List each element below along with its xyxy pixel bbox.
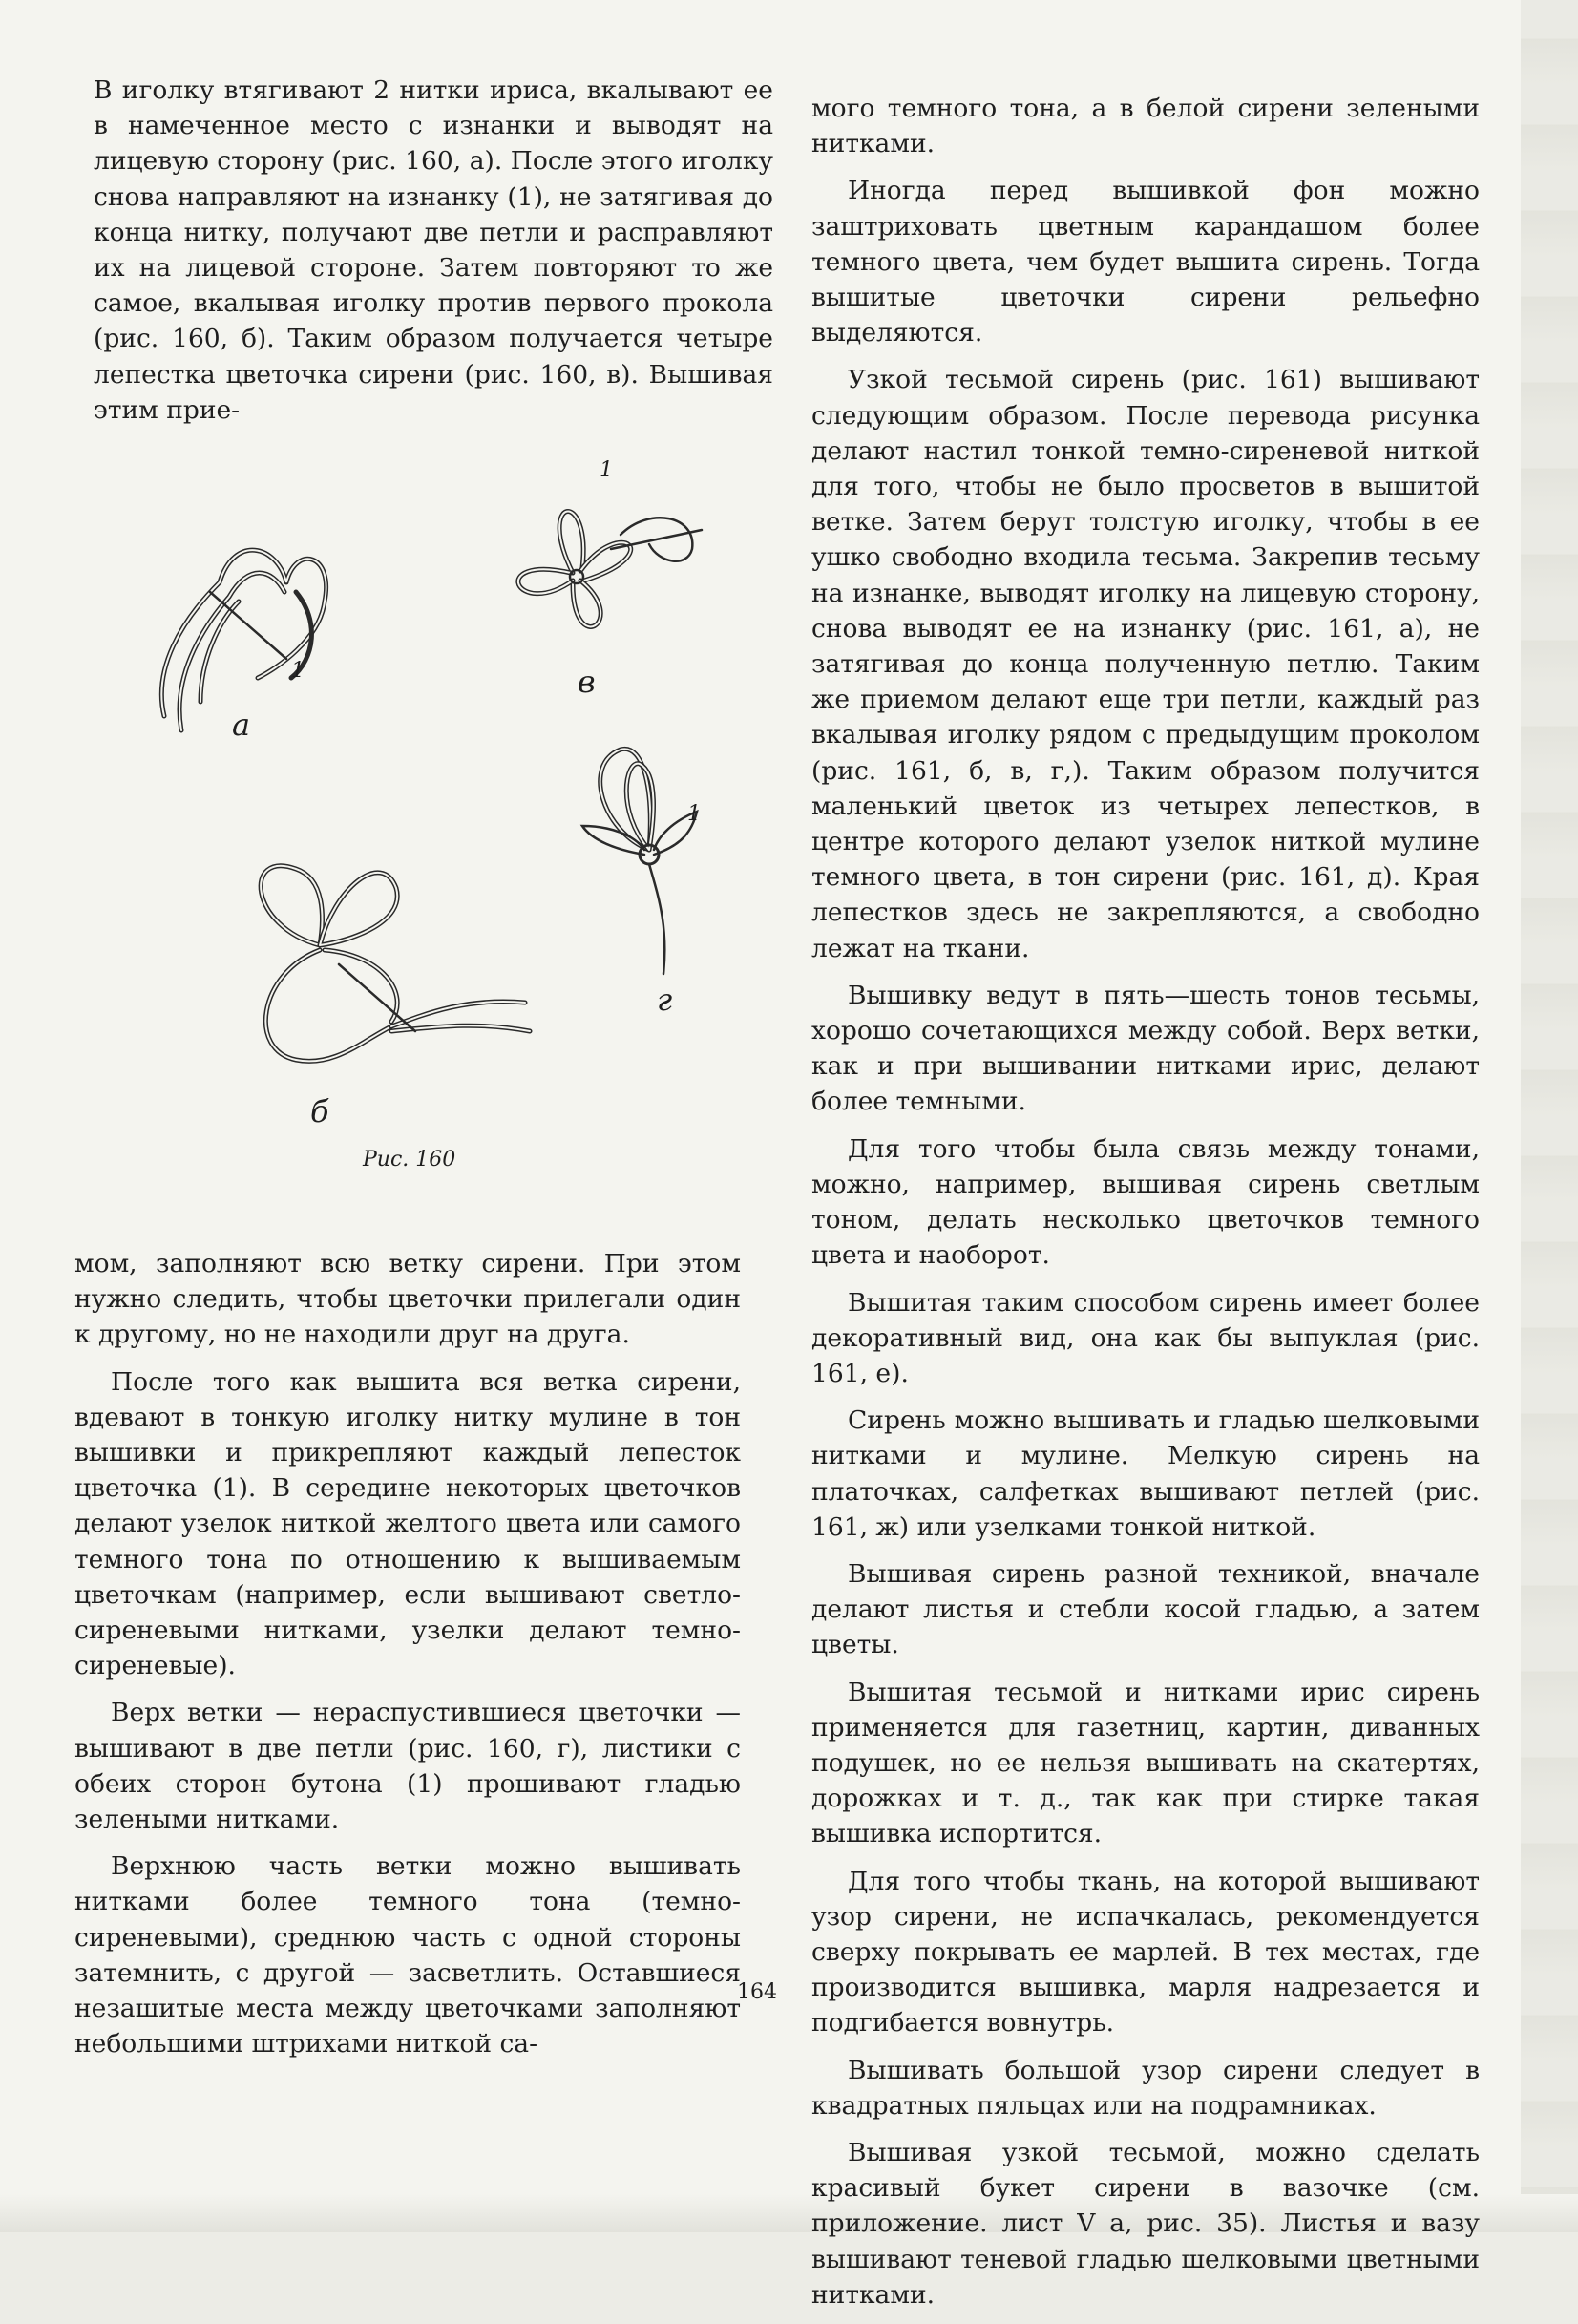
paragraph: Вышитая таким способом сирень имеет более декоративный вид, она как бы выпуклая (рис. 161, е). — [811, 1287, 1480, 1388]
left-column-top — [94, 73, 773, 439]
paragraph: После того как вышита вся ветка сирени, вдевают в тонкую иголку нитку мулине в тон вышивки и прикрепляют каждый лепесток цветочка (1). В середине некоторых цветочков делают узелок ниткой желтого цвета или самого темного тона по отношению к вышиваемым цветочкам (например, если вышивают светло-сиреневыми нитками, узелки делают темно-сиреневые). — [74, 1366, 741, 1681]
paragraph: Сирень можно вышивать и гладью шелковыми нитками и мулине. Мелкую сирень на платочках, салфетках вышивают петлей (рис. 161, ж) или узелками тонкой ниткой. — [811, 1405, 1480, 1542]
paragraph: Узкой тесьмой сирень (рис. 161) вышивают следующим образом. После перевода рисунка делают настил тонкой темно-сиреневой ниткой для того, чтобы не было просветов в вышитой ветке. Затем берут толстую иголку, чтобы в ее ушко свободно входила тесьма. Закрепив тесьму на изнанке, выводят иголку на лицевую сторону, снова выводят ее на изнанку (рис. 161, а), не затягивая до конца полученную петлю. Таким же приемом делают еще три петли, каждый раз вкалывая иголку рядом с предыдущим проколом (рис. 161, б, в, г,). Таким образом получится маленький цветок из четырех лепестков, в центре которого делают узелок ниткой мулине темного цвета, в тон сирени (рис. 161, д). Края лепестков здесь не закрепляются, а свободно лежат на ткани. — [811, 365, 1480, 963]
paragraph: Для того чтобы ткань, на которой вышивают узор сирени, не испачкалась, рекомендуется сверху покрывать ее марлей. В тех местах, где производится вышивка, марля надрезается и подгибается вовнутрь. — [811, 1866, 1480, 2039]
paragraph: мого темного тона, а в белой сирени зелеными нитками. — [811, 94, 1480, 159]
figure-label-v: в — [578, 664, 596, 700]
page-number: 164 — [737, 1980, 777, 2004]
figure-160-v — [477, 477, 706, 668]
paragraph: Вышитая тесьмой и нитками ирис сирень применяется для газетниц, картин, диванных подушек, но ее нельзя вышивать на скатертях, дорожках и т. д., так как при стирке такая вышивка испортится. — [811, 1677, 1480, 1849]
scan-edge — [1521, 0, 1578, 2232]
paragraph: Вышивая узкой тесьмой, можно сделать красивый букет сирени в вазочке (см. приложение. лист V а, рис. 35). Листья и вазу вышивают теневой гладью шелковыми цветными нитками. — [811, 2137, 1480, 2310]
figure-160-g — [563, 735, 716, 983]
paragraph: Для того чтобы была связь между тонами, можно, например, вышивая сирень светлым тоном, делать несколько цветочков темного цвета и наоборот. — [811, 1133, 1480, 1271]
paragraph: Вышивку ведут в пять—шесть тонов тесьмы, хорошо сочетающихся между собой. Верх ветки, как и при вышивании нитками ирис, делают более темными. — [811, 980, 1480, 1117]
figure-160-b — [239, 831, 535, 1098]
paragraph: В иголку втягивают 2 нитки ириса, вкалывают ее в намеченное место с изнанки и выводят на лицевую сторону (рис. 160, а). После этого иголку снова направляют на изнанку (1), не затягивая до конца нитку, получают две петли и расправляют их на лицевой стороне. Затем повторяют то же самое, вкалывая иголку против первого прокола (рис. 160, б). Таким образом получается четыре лепестка цветочка сирени (рис. 160, в). Вышивая этим прие- — [94, 75, 773, 425]
paragraph: Вышивая сирень разной техникой, вначале делают листья и стебли косой гладью, а затем цветы. — [811, 1558, 1480, 1660]
figure-step-number: 1 — [600, 458, 613, 482]
figure-label-b: б — [310, 1093, 329, 1130]
right-column — [811, 91, 1480, 2324]
figure-caption: Рис. 160 — [363, 1148, 456, 1172]
paragraph: Верхнюю часть ветки можно вышивать нитками более темного тона (темно-сиреневыми), среднюю часть с одной стороны затемнить, с другой — засветлить. Оставшиеся незашитые места между цветочками заполняют небольшими штрихами ниткой са- — [74, 1851, 741, 2060]
figure-step-number: 1 — [687, 802, 701, 826]
paragraph: Иногда перед вышивкой фон можно заштриховать цветным карандашом более темного цвета, чем будет вышита сирень. Тогда вышитые цветочки сирени рельефно выделяются. — [811, 176, 1480, 349]
figure-label-g: г — [657, 982, 673, 1018]
paragraph: Верх ветки — нераспустившиеся цветочки — вышивают в две петли (рис. 160, г), листики с обеих сторон бутона (1) прошивают гладью зелеными нитками. — [74, 1698, 741, 1835]
paragraph: мом, заполняют всю ветку сирени. При этом нужно следить, чтобы цветочки прилегали один к другому, но не находили друг на друга. — [74, 1249, 741, 1350]
paragraph: Вышивать большой узор сирени следует в квадратных пяльцах или на подрамниках. — [811, 2055, 1480, 2121]
left-column-bottom — [74, 1246, 741, 2073]
figure-label-a: а — [232, 707, 251, 743]
figure-step-number: 1 — [291, 659, 305, 683]
